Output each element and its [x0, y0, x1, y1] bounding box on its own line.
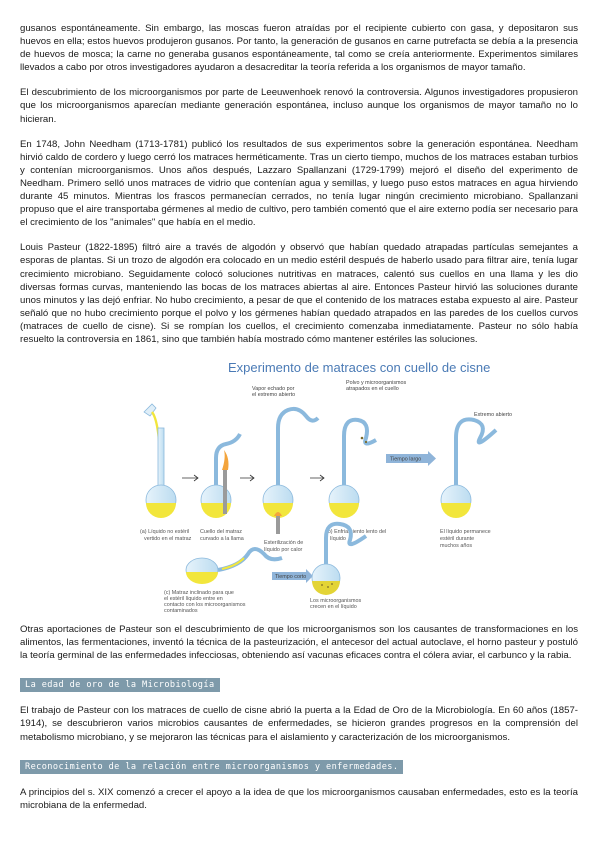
- flask-cooling: [329, 420, 376, 518]
- caption-c-line2: líquido por calor: [264, 547, 303, 554]
- caption-g-line1: Los microorganismos: [310, 598, 362, 605]
- flask-pour: [144, 404, 176, 518]
- paragraph-pasteur: Louis Pasteur (1822-1895) filtró aire a través de algodón y observó que habían quedado atrapadas partículas semejantes a esporas de plantas. Si un trozo de algodón era colocado en un medio estéril después de haberlo usado para filtrar aire, tenía lugar crecimiento microbiano. Seguidamente colocó soluciones nutritivas en matraces, calentó sus cuellos en una llama y les dio diversas formas curvas, manteniendo las bocas de los matraces abiertas al aire. Entonces Pasteur hirvió las soluciones durante unos minutos y las dejó enfriar. No hubo crecimiento, a pesar de que el contenido de los matraces estaba expuesto al aire. Pasteur señaló que no hubo crecimiento porque el polvo y los gérmenes habían quedado atrapados en las paredes de los cuellos curvos (matraces de cuello de cisne). Si se rompían los cuellos, el crecimiento comenzaba inmediatamente. Pasteur no sólo había resuelto la controversia en 1861, sino que también había mostrado cómo mantener estériles las soluciones.: [20, 242, 578, 345]
- flask-flame: [201, 434, 240, 518]
- flask-sterile: [441, 419, 496, 518]
- caption-b-line1: Cuello del matraz: [200, 529, 242, 536]
- paragraph-redi: gusanos espontáneamente. Sin embargo, las moscas fueron atraídas por el recipiente cubierto con gasa, y depositaron sus huevos en ella; estos huevos produjeron gusanos. Por tanto, la generación de gusanos en carne putrefacta se debía a la presencia de huevos de mosca; la carne no generaba gusanos espontáneamente, tal como se creía anteriormente. Experimentos similares llevados a cabo por otros investigadores ayudaron a desacreditar la teoría referida a los organismos de mayor tamaño.: [20, 23, 578, 74]
- paragraph-needham: En 1748, John Needham (1713-1781) publicó los resultados de sus experimentos sobre la generación espontánea. Needham hirvió caldo de cordero y luego cerró los matraces herméticamente. Tras un cierto tiempo, muchos de los matraces estaban turbios y contenían microorganismos. Unos años después, Lazzaro Spallanzani (1729-1799) mejoró el diseño del experimento de Needham. Primero selló unos matraces de vidrio que contenían agua y semillas, y luego puso estos matraces en agua hirviendo durante 45 minutos. Mientras los frascos permanecían cerrados, no tenía lugar ningún crecimiento microbiano. Spallanzani propuso que el aire transportaba gérmenes al medio de cultivo, pero también comentó que el aire externo podía ser necesario para el crecimiento de los "animales" que había en el medio.: [20, 138, 578, 229]
- label-polvo-line1: Polvo y microorganismos: [346, 380, 407, 387]
- caption-e-line1: El líquido permanece: [440, 529, 491, 536]
- long-time-arrow: [386, 451, 436, 466]
- caption-f-line4: contaminados: [164, 608, 198, 614]
- arrow-icon: [182, 475, 198, 481]
- paragraph-golden-age: El trabajo de Pasteur con los matraces de cuello de cisne abrió la puerta a la Edad de Oro de la Microbiología. En 60 años (1857-1914), se descubrieron varios microbios causantes de enfermedades, se hicieron grandes progresos en la comprensión del metabolismo microbiano, y se mejoraron las técnicas para el aislamiento y caracterización de los microorganismos.: [20, 705, 578, 743]
- figure-title: Experimento de matraces con cuello de cisne: [228, 360, 491, 376]
- caption-g-line2: crecen en el líquido: [310, 604, 357, 611]
- label-vapor-line2: el extremo abierto: [252, 392, 296, 399]
- caption-f-line1: (c) Matraz inclinado para que: [164, 590, 234, 597]
- document-page: [20, 22, 578, 824]
- caption-a-line2: vertido en el matraz: [144, 536, 192, 543]
- caption-f-line2: el estéril líquido entre en: [164, 596, 223, 603]
- section-heading-disease-relation: Reconocimiento de la relación entre microorganismos y enfermedades.: [20, 760, 403, 774]
- caption-d-line1: (b) Enfriamiento lento del: [326, 529, 387, 536]
- paragraph-germ-theory: A principios del s. XIX comenzó a crecer el apoyo a la idea de que los microorganismos causaban enfermedades, esto es la teoría microbiana de la enfermedad.: [20, 786, 578, 811]
- caption-a-line1: (a) Líquido no estéril: [140, 529, 190, 536]
- caption-f-line3: contacto con los microorganismos: [164, 602, 246, 609]
- flask-experiment-illustration: [140, 358, 530, 613]
- short-time-arrow: [272, 569, 313, 583]
- paragraph-leeuwenhoek: El descubrimiento de los microorganismos por parte de Leeuwenhoek renovó la controversia. Algunos investigadores propusieron que los microorganismos aparecían mediante generación espontánea, incluso aunque los organismos de mayor tamaño no lo hicieran.: [20, 87, 578, 125]
- arrow-icon: [310, 475, 324, 481]
- caption-b-line2: curvado a la llama: [200, 536, 244, 543]
- caption-d-line2: líquido: [330, 536, 346, 543]
- label-tiempo-largo: Tiempo largo: [390, 456, 422, 463]
- swan-neck-flask-figure: [140, 358, 530, 613]
- label-tiempo-corto: Tiempo corto: [275, 574, 307, 581]
- caption-e-line3: muchos años: [440, 543, 473, 550]
- section-heading-golden-age: La edad de oro de la Microbiología: [20, 678, 220, 692]
- paragraph-pasteur-contributions: Otras aportaciones de Pasteur son el descubrimiento de que los microorganismos son los causantes de transformaciones en los alimentos, las fermentaciones, inventó la técnica de la pasteurización, el antecesor del actual autoclave, el horno pasteur y postuló la teoría germinal de las enfermedades infecciosas, obteniendo así vacunas eficaces contra el cólera aviar, el carbunco y la rabia.: [20, 624, 578, 662]
- label-extremo-abierto: Extremo abierto: [474, 412, 513, 419]
- flask-heat: [263, 409, 318, 534]
- caption-e-line2: estéril durante: [440, 536, 475, 543]
- arrow-icon: [240, 475, 254, 481]
- flask-tilted: [186, 549, 282, 584]
- label-vapor-line1: Vapor echado por: [252, 386, 295, 393]
- label-polvo-line2: atrapados en el cuello: [346, 386, 399, 393]
- caption-c-line1: Esterilización de: [264, 540, 304, 547]
